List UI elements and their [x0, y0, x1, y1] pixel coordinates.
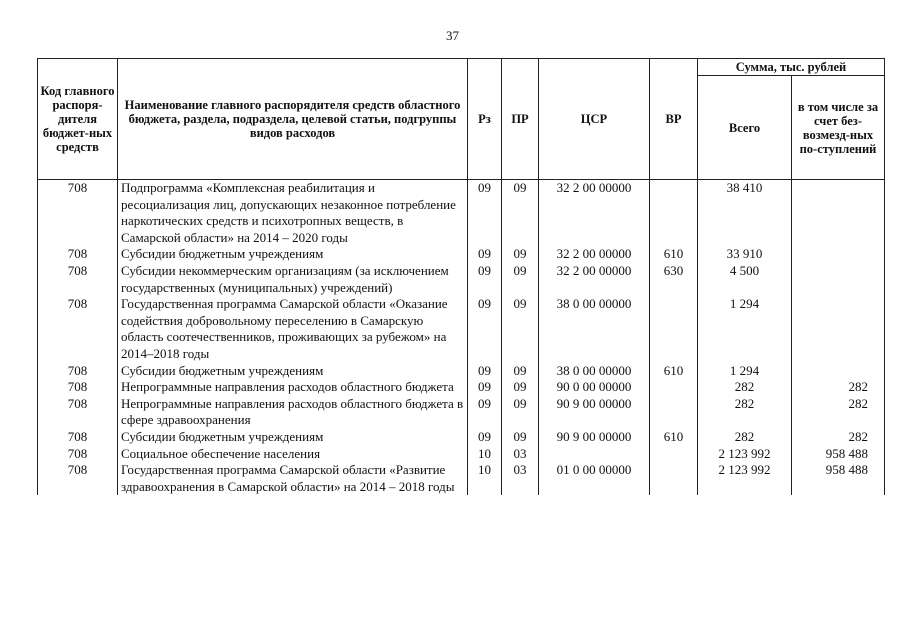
header-rz: Рз	[468, 59, 502, 180]
row-free: 282	[792, 429, 885, 446]
table-row	[38, 296, 885, 362]
table-row	[38, 180, 885, 247]
header-total: Всего	[698, 76, 792, 180]
row-rz: 09	[468, 180, 502, 247]
header-sum-group: Сумма, тыс. рублей	[698, 59, 885, 76]
table-row	[38, 396, 885, 429]
row-code: 708	[38, 446, 118, 463]
row-vr: 610	[650, 429, 698, 446]
row-vr: 610	[650, 363, 698, 380]
row-vr	[650, 296, 698, 362]
row-rz: 10	[468, 446, 502, 463]
header-csr: ЦСР	[539, 59, 650, 180]
table-row	[38, 379, 885, 396]
row-vr	[650, 446, 698, 463]
row-total: 4 500	[698, 263, 792, 296]
row-name: Субсидии бюджетным учреждениям	[118, 246, 468, 263]
row-free	[792, 263, 885, 296]
row-total: 282	[698, 396, 792, 429]
row-pr: 09	[502, 246, 539, 263]
row-csr	[539, 446, 650, 463]
row-name: Социальное обеспечение населения	[118, 446, 468, 463]
row-pr: 09	[502, 363, 539, 380]
row-pr: 09	[502, 379, 539, 396]
row-name: Государственная программа Самарской области «Развитие здравоохранения в Самарской области» на 2014 – 2018 годы	[118, 462, 468, 495]
row-rz: 09	[468, 263, 502, 296]
row-csr: 32 2 00 00000	[539, 180, 650, 247]
row-csr: 01 0 00 00000	[539, 462, 650, 495]
row-free	[792, 363, 885, 380]
row-total: 38 410	[698, 180, 792, 247]
header-free: в том числе за счет без-возмезд-ных по-ступлений	[792, 76, 885, 180]
row-total: 1 294	[698, 363, 792, 380]
row-rz: 09	[468, 396, 502, 429]
row-name: Государственная программа Самарской области «Оказание содействия добровольному переселению в Самарскую область соотечественников, проживающих за рубежом» на 2014–2018 годы	[118, 296, 468, 362]
row-total: 2 123 992	[698, 446, 792, 463]
header-code: Код главного распоря-дителя бюджет-ных средств	[38, 59, 118, 180]
row-code: 708	[38, 429, 118, 446]
row-code: 708	[38, 379, 118, 396]
row-rz: 09	[468, 363, 502, 380]
header-name: Наименование главного распорядителя средств областного бюджета, раздела, подраздела, целевой статьи, подгруппы видов расходов	[118, 59, 468, 180]
row-total: 33 910	[698, 246, 792, 263]
row-csr: 90 9 00 00000	[539, 429, 650, 446]
row-pr: 03	[502, 462, 539, 495]
row-pr: 09	[502, 180, 539, 247]
row-name: Субсидии некоммерческим организациям (за исключением государственных (муниципальных) учреждений)	[118, 263, 468, 296]
row-csr: 90 9 00 00000	[539, 396, 650, 429]
row-name: Подпрограмма «Комплексная реабилитация и ресоциализация лиц, допускающих незаконное потребление наркотических средств и психотропных веществ, в Самарской области» на 2014 – 2020 годы	[118, 180, 468, 247]
table-row	[38, 263, 885, 296]
table-row	[38, 462, 885, 495]
row-code: 708	[38, 396, 118, 429]
table-row	[38, 429, 885, 446]
row-rz: 09	[468, 296, 502, 362]
row-vr	[650, 396, 698, 429]
row-vr: 610	[650, 246, 698, 263]
row-free: 282	[792, 396, 885, 429]
row-code: 708	[38, 462, 118, 495]
row-name: Непрограммные направления расходов областного бюджета в сфере здравоохранения	[118, 396, 468, 429]
row-free: 958 488	[792, 446, 885, 463]
row-vr: 630	[650, 263, 698, 296]
row-csr: 38 0 00 00000	[539, 363, 650, 380]
row-pr: 09	[502, 263, 539, 296]
header-vr: ВР	[650, 59, 698, 180]
row-code: 708	[38, 246, 118, 263]
row-pr: 09	[502, 429, 539, 446]
row-total: 2 123 992	[698, 462, 792, 495]
row-name: Субсидии бюджетным учреждениям	[118, 363, 468, 380]
table-body	[38, 180, 885, 496]
row-code: 708	[38, 363, 118, 380]
row-rz: 09	[468, 379, 502, 396]
row-total: 1 294	[698, 296, 792, 362]
row-vr	[650, 379, 698, 396]
table-row	[38, 246, 885, 263]
row-csr: 32 2 00 00000	[539, 263, 650, 296]
row-code: 708	[38, 296, 118, 362]
table-row	[38, 446, 885, 463]
table-row	[38, 363, 885, 380]
row-vr	[650, 462, 698, 495]
row-rz: 09	[468, 246, 502, 263]
row-code: 708	[38, 180, 118, 247]
page-number: 37	[446, 28, 459, 43]
row-csr: 32 2 00 00000	[539, 246, 650, 263]
row-csr: 90 0 00 00000	[539, 379, 650, 396]
budget-table	[37, 58, 885, 495]
row-pr: 09	[502, 396, 539, 429]
table-header	[38, 59, 885, 180]
row-code: 708	[38, 263, 118, 296]
row-rz: 10	[468, 462, 502, 495]
row-free: 958 488	[792, 462, 885, 495]
row-total: 282	[698, 379, 792, 396]
row-free	[792, 296, 885, 362]
row-vr	[650, 180, 698, 247]
row-free: 282	[792, 379, 885, 396]
row-pr: 09	[502, 296, 539, 362]
header-pr: ПР	[502, 59, 539, 180]
row-rz: 09	[468, 429, 502, 446]
row-name: Непрограммные направления расходов областного бюджета	[118, 379, 468, 396]
row-free	[792, 180, 885, 247]
row-csr: 38 0 00 00000	[539, 296, 650, 362]
row-free	[792, 246, 885, 263]
row-total: 282	[698, 429, 792, 446]
row-name: Субсидии бюджетным учреждениям	[118, 429, 468, 446]
row-pr: 03	[502, 446, 539, 463]
